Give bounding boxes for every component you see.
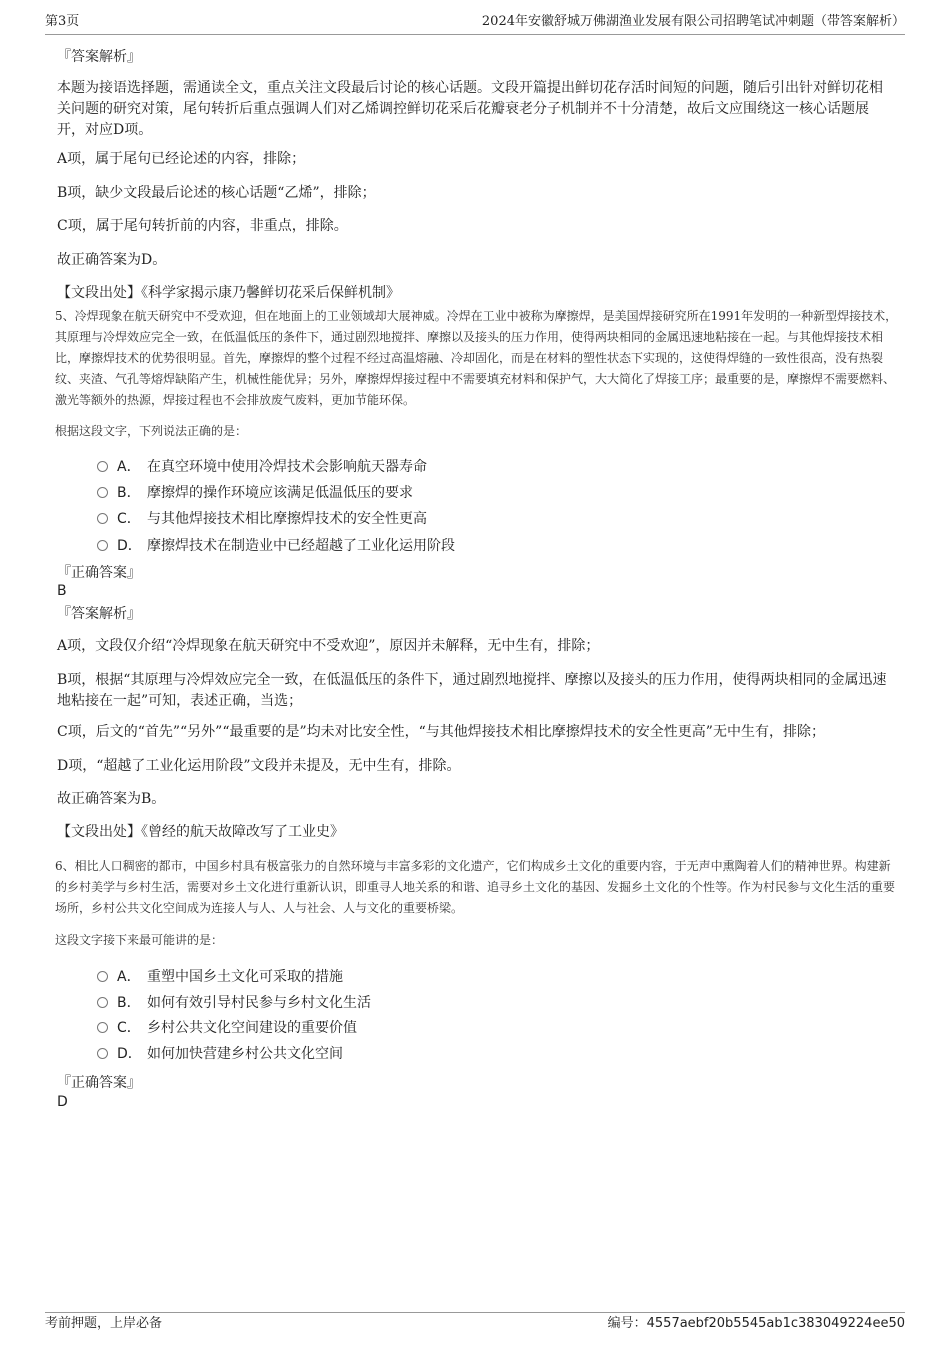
q6-answer-heading: 『正确答案』 xyxy=(57,1075,141,1091)
document-title: 2024年安徽舒城万佛湖渔业发展有限公司招聘笔试冲刺题（带答案解析） xyxy=(481,14,905,29)
q5-analysis-d: D项，“超越了工业化运用阶段”文段并未提及，无中生有，排除。 xyxy=(57,758,461,774)
option-text: 摩擦焊的操作环境应该满足低温低压的要求 xyxy=(147,485,413,501)
q5-analysis-c: C项，后文的“首先”“另外”“最重要的是”均未对比安全性，“与其他焊接技术相比摩擦焊技术的安全性更高”无中生有，排除； xyxy=(57,724,825,740)
q5-analysis-b: B项，根据“其原理与冷焊效应完全一致，在低温低压的条件下，通过剧烈地搅拌、摩擦以及接头的压力作用，使得两块相同的金属迅速地粘接在一起”可知，表述正确，当选； xyxy=(57,672,887,709)
radio-button[interactable] xyxy=(97,997,108,1008)
page-header xyxy=(45,12,905,35)
q5-answer-heading: 『正确答案』 xyxy=(57,565,141,581)
q5-analysis-a: A项，文段仅介绍“冷焊现象在航天研究中不受欢迎”，原因并未解释，无中生有，排除； xyxy=(57,638,600,654)
q6-option-a[interactable] xyxy=(97,967,343,987)
radio-button[interactable] xyxy=(97,1048,108,1059)
q5-option-d[interactable] xyxy=(97,536,455,556)
radio-button[interactable] xyxy=(97,1022,108,1033)
q4-analysis-c: C项，属于尾句转折前的内容，非重点，排除。 xyxy=(57,218,348,234)
q5-option-c[interactable] xyxy=(97,509,427,529)
radio-button[interactable] xyxy=(97,487,108,498)
option-letter: C． xyxy=(117,511,141,527)
option-letter: D． xyxy=(117,538,142,554)
radio-button[interactable] xyxy=(97,461,108,472)
option-letter: D． xyxy=(117,1046,142,1062)
option-text: 在真空环境中使用冷焊技术会影响航天器寿命 xyxy=(147,459,427,475)
option-letter: B． xyxy=(117,995,141,1011)
radio-button[interactable] xyxy=(97,513,108,524)
radio-button[interactable] xyxy=(97,971,108,982)
q5-conclusion: 故正确答案为B。 xyxy=(57,791,166,807)
q6-option-d[interactable] xyxy=(97,1044,343,1064)
q4-conclusion: 故正确答案为D。 xyxy=(57,252,167,268)
q5-option-a[interactable] xyxy=(97,457,427,477)
option-text: 如何有效引导村民参与乡村文化生活 xyxy=(147,995,371,1011)
option-text: 乡村公共文化空间建设的重要价值 xyxy=(147,1020,357,1036)
q5-answer: B xyxy=(57,583,67,599)
option-text: 如何加快营建乡村公共文化空间 xyxy=(147,1046,343,1062)
q4-source: 【文段出处】《科学家揭示康乃馨鲜切花采后保鲜机制》 xyxy=(57,285,400,301)
q6-answer: D xyxy=(57,1094,68,1110)
q4-analysis-a: A项，属于尾句已经论述的内容，排除； xyxy=(57,151,306,167)
option-letter: B． xyxy=(117,485,141,501)
q5-analysis-heading: 『答案解析』 xyxy=(57,606,141,622)
option-letter: C． xyxy=(117,1020,141,1036)
q6-option-c[interactable] xyxy=(97,1018,357,1038)
q4-analysis-body: 本题为接语选择题，需通读全文，重点关注文段最后讨论的核心话题。文段开篇提出鲜切花存活时间短的问题，随后引出针对鲜切花相关问题的研究对策，尾句转折后重点强调人们对乙烯调控鲜切花采后花瓣衰老分子机制并不十分清楚，故后文应围绕这一核心话题展开，对应D项。 xyxy=(57,80,883,138)
q5-stem: 5、冷焊现象在航天研究中不受欢迎，但在地面上的工业领域却大展神威。冷焊在工业中被称为摩擦焊，是美国焊接研究所在1991年发明的一种新型焊接技术，其原理与冷焊效应完全一致，在低温低压的条件下，通过剧烈地搅拌、摩擦以及接头的压力作用，使得两块相同的金属迅速地粘接在一起。与其他焊接技术相比，摩擦焊技术的优势很明显。首先，摩擦焊的整个过程不经过高温熔融、冷却固化，而是在材料的塑性状态下实现的，这使得焊缝的一致性很高，没有热裂纹、夹渣、气孔等熔焊缺陷产生，机械性能优异；另外，摩擦焊焊接过程中不需要填充材料和保护气，大大简化了焊接工序；最重要的是，摩擦焊不需要燃料、激光等额外的热源，焊接过程也不会排放废气废料，更加节能环保。 xyxy=(55,309,898,407)
q5-option-b[interactable] xyxy=(97,483,413,503)
page-footer xyxy=(45,1312,905,1335)
q4-analysis-heading: 『答案解析』 xyxy=(57,49,141,65)
document-id: 编号：4557aebf20b5545ab1c383049224ee50 xyxy=(607,1316,905,1331)
radio-button[interactable] xyxy=(97,540,108,551)
q5-source: 【文段出处】《曾经的航天故障改写了工业史》 xyxy=(57,824,344,840)
footer-slogan: 考前押题，上岸必备 xyxy=(45,1316,163,1331)
q4-analysis-b: B项，缺少文段最后论述的核心话题“乙烯”，排除； xyxy=(57,185,376,201)
q6-prompt: 这段文字接下来最可能讲的是： xyxy=(55,933,224,947)
option-text: 与其他焊接技术相比摩擦焊技术的安全性更高 xyxy=(147,511,427,527)
option-letter: A． xyxy=(117,969,141,985)
option-text: 重塑中国乡土文化可采取的措施 xyxy=(147,969,343,985)
page-number: 第3页 xyxy=(45,14,80,29)
q6-option-b[interactable] xyxy=(97,993,371,1013)
option-text: 摩擦焊技术在制造业中已经超越了工业化运用阶段 xyxy=(147,538,455,554)
q6-stem: 6、相比人口稠密的都市，中国乡村具有极富张力的自然环境与丰富多彩的文化遗产，它们构成乡土文化的重要内容，于无声中熏陶着人们的精神世界。构建新的乡村美学与乡村生活，需要对乡土文化进行重新认识，即重寻人地关系的和谐、追寻乡土文化的基因、发掘乡土文化的个性等。作为村民参与文化生活的重要场所，乡村公共文化空间成为连接人与人、人与社会、人与文化的重要桥梁。 xyxy=(55,859,896,915)
option-letter: A． xyxy=(117,459,141,475)
q5-prompt: 根据这段文字，下列说法正确的是： xyxy=(55,424,248,438)
